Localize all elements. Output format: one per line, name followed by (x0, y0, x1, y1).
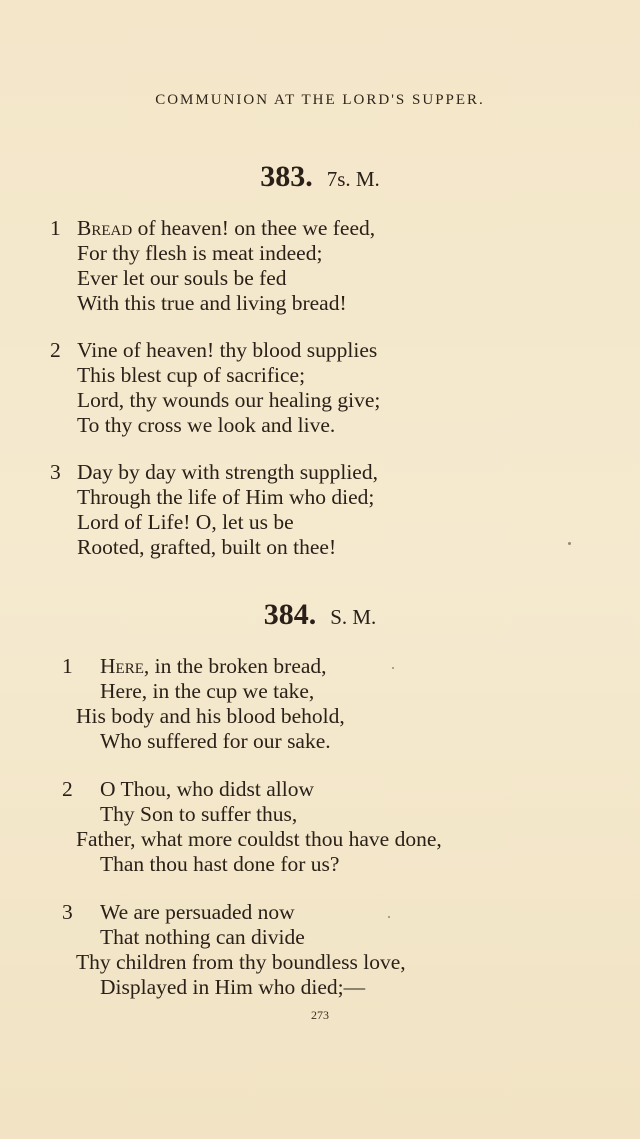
verse-number: 2 (62, 777, 73, 801)
drop-word: Here (100, 654, 144, 678)
verse-line: Displayed in Him who died;— (100, 975, 366, 999)
verse-line: We are persuaded now (100, 900, 295, 924)
verse-line: Father, what more couldst thou have done, (76, 827, 442, 851)
verse-line: Vine of heaven! thy blood supplies (77, 338, 378, 362)
hymn-384-title (0, 598, 640, 632)
verse-line: With this true and living bread! (77, 291, 347, 315)
verse-line: Here, in the cup we take, (100, 679, 315, 703)
verse-line: Than thou hast done for us? (100, 852, 340, 876)
verse-line: His body and his blood behold, (76, 704, 345, 728)
verse-line: To thy cross we look and live. (77, 413, 336, 437)
verse-line: Ever let our souls be fed (77, 266, 287, 290)
verse-number: 3 (50, 460, 61, 484)
hymn-meter: S. M. (330, 605, 377, 629)
page-number: 273 (311, 1008, 329, 1022)
verse-line: Lord, thy wounds our healing give; (77, 388, 381, 412)
hymn-meter: 7s. M. (326, 167, 380, 191)
verse-line: Bread of heaven! on thee we feed, (77, 216, 376, 240)
hymn-383-title (0, 160, 640, 194)
verse-line: This blest cup of sacrifice; (77, 363, 306, 387)
verse-line: Thy Son to suffer thus, (100, 802, 298, 826)
verse-line: Thy children from thy boundless love, (76, 950, 406, 974)
verse-number: 2 (50, 338, 61, 362)
verse-line: For thy flesh is meat indeed; (77, 241, 323, 265)
verse-line: Through the life of Him who died; (77, 485, 375, 509)
drop-word: Bread (77, 216, 133, 240)
verse-number: 1 (62, 654, 73, 678)
verse-number: 1 (50, 216, 61, 240)
hymn-number: 384. (263, 598, 317, 631)
verse-line: Day by day with strength supplied, (77, 460, 378, 484)
verse-line: Rooted, grafted, built on thee! (77, 535, 337, 559)
verse-line: O Thou, who didst allow (100, 777, 315, 801)
verse-line: That nothing can divide (100, 925, 305, 949)
verse-line: Lord of Life! O, let us be (77, 510, 294, 534)
hymn-number: 383. (260, 160, 313, 193)
verse-number: 3 (62, 900, 73, 924)
verse-line: Who suffered for our sake. (100, 729, 331, 753)
running-head: COMMUNION AT THE LORD'S SUPPER. (155, 92, 485, 108)
paper-speck (392, 667, 394, 669)
verse-line: Here, in the broken bread, (100, 654, 327, 678)
paper-speck (568, 542, 571, 545)
paper-speck (388, 916, 390, 918)
